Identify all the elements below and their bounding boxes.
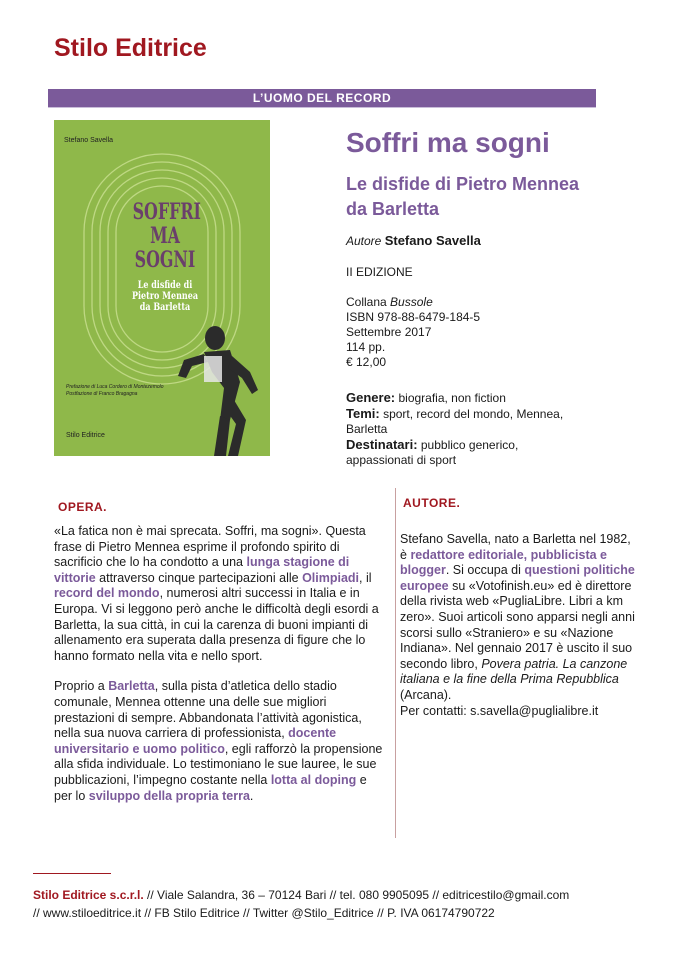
author-name: Stefano Savella <box>384 233 481 248</box>
text-run: attraverso cinque partecipazioni alle <box>95 570 303 585</box>
autore-text <box>400 532 640 719</box>
highlight-text: sviluppo della propria terra <box>88 788 250 803</box>
footer-line-1 <box>33 886 653 904</box>
runner-silhouette <box>178 326 258 456</box>
cover-subtitle-line: Pietro Mennea <box>131 291 199 302</box>
opera-text <box>54 524 384 819</box>
classification-block <box>346 390 586 468</box>
highlight-text: Olimpiadi <box>302 570 360 585</box>
text-run: (Arcana). <box>400 687 452 702</box>
genere-label: Genere: <box>346 390 396 405</box>
opera-paragraph-1 <box>54 524 384 664</box>
text-run: Proprio a <box>54 679 109 694</box>
text-run: , numerosi altri successi in Italia e in Europa. Vi si leggono però anche le difficoltà degli esordi a Barletta, la sua città, in cui la carenza di buoni impianti di allenamento era superata dalla presenza di figure che lo hanno formato nella vita e nello sport. <box>54 586 379 663</box>
footer-address: // Viale Salandra, 36 – 70124 Bari // tel. 080 9905095 // editricestilo@gmail.com <box>143 888 570 902</box>
collana-label: Collana <box>346 295 387 309</box>
genere-value: biografia, non fiction <box>398 391 506 405</box>
cover-author: Stefano Savella <box>64 137 114 144</box>
book-subtitle: Le disfide di Pietro Mennea da Barletta <box>346 174 580 219</box>
highlight-text: questioni politiche europee <box>400 563 635 593</box>
footer-brand: Stilo Editrice s.c.r.l. <box>33 888 144 902</box>
text-run: su «Votofinish.eu» ed è direttore della rivista web «PugliaLibre. Libri a km zero». Suoi articoli sono apparsi negli anni scorsi sullo «Straniero» e su «Nazione Indiana». Nel gennaio 2017 è uscito il suo secondo libro, <box>400 578 635 671</box>
temi-label: Temi: <box>346 406 380 421</box>
column-divider <box>395 488 396 838</box>
author-line <box>346 233 481 249</box>
destinatari-line <box>346 437 586 468</box>
text-run: Stefano Savella, nato a Barletta nel 1982, è <box>400 532 631 562</box>
text-run: . Si occupa di <box>445 563 525 578</box>
cover-title-line: MA <box>150 223 180 249</box>
text-run: . <box>249 788 254 803</box>
banner-underline <box>48 107 596 108</box>
cover-credits <box>66 384 164 398</box>
section-banner: L’UOMO DEL RECORD <box>48 89 596 107</box>
cover-title-line: SOGNI <box>134 247 196 273</box>
text-run: e per lo <box>54 772 367 803</box>
highlight-text: lunga stagione di vittorie <box>54 555 350 585</box>
collana-line <box>346 295 480 310</box>
highlight-text: record del mondo <box>54 586 160 601</box>
highlight-text: Barletta <box>108 679 155 694</box>
publication-date: Settembre 2017 <box>346 325 432 339</box>
book-title: Soffri ma sogni <box>346 127 550 158</box>
contact-line: Per contatti: s.savella@puglialibre.it <box>400 703 599 718</box>
cover-subtitle-line: da Barletta <box>139 302 191 313</box>
footer-rule <box>33 873 111 874</box>
text-run: «La fatica non è mai sprecata. Soffri, ma sogni». Questa frase di Pietro Mennea esprime il profondo spirito di sacrificio che lo ha condotto a una <box>54 524 366 570</box>
autore-heading: AUTORE. <box>403 496 461 510</box>
page-count: 114 pp. <box>346 340 386 354</box>
destinatari-label: Destinatari: <box>346 437 418 452</box>
cover-publisher: Stilo Editrice <box>66 432 105 439</box>
opera-paragraph-2 <box>54 679 384 804</box>
genere-line <box>346 390 586 406</box>
book-cover <box>54 120 270 456</box>
text-run: , sulla pista d’atletica dello stadio comunale, Mennea ottenne una delle sue migliori prestazioni di sempre. Abbandonata l’attività agonistica, nella sua nuova carriera di professionista, <box>54 679 362 741</box>
highlight-text: redattore editoriale, pubblicista e blogger <box>400 547 608 578</box>
autore-paragraph <box>400 532 640 704</box>
cover-credit-line: Prefazione di Luca Cordero di Montezemolo <box>66 384 164 390</box>
cover-subtitle <box>129 280 201 313</box>
destinatari-value: pubblico generico, appassionati di sport <box>346 438 519 467</box>
temi-line <box>346 406 586 437</box>
footer <box>33 886 653 922</box>
edition: II EDIZIONE <box>346 265 413 279</box>
highlight-text: docente universitario e uomo politico <box>54 726 337 756</box>
footer-line-2: // www.stiloeditrice.it // FB Stilo Editrice // Twitter @Stilo_Editrice // P. IVA 06174790722 <box>33 906 495 920</box>
text-run: , il <box>359 570 372 585</box>
price: € 12,00 <box>346 355 387 369</box>
italic-text: Povera patria. La canzone italiana e la fine della Prima Repubblica <box>400 656 628 687</box>
cover-title-line: SOFFRI <box>132 199 201 225</box>
opera-heading: OPERA. <box>58 500 108 514</box>
temi-value: sport, record del mondo, Mennea, Barletta <box>346 407 564 436</box>
bibliographic-block <box>346 295 480 370</box>
highlight-text: lotta al doping <box>270 772 357 787</box>
author-label: Autore <box>346 234 382 248</box>
collana-value: Bussole <box>390 295 433 309</box>
isbn: ISBN 978-88-6479-184-5 <box>346 310 481 324</box>
text-run: , egli rafforzò la propensione alla sfida individuale. Lo testimoniano le sue lauree, le sue pubblicazioni, l’impegno costante nella <box>54 741 383 787</box>
cover-title <box>132 199 201 273</box>
publisher-title: Stilo Editrice <box>54 34 207 62</box>
cover-subtitle-line: Le disfide di <box>137 280 193 291</box>
cover-credit-line: Postfazione di Franco Bragagna <box>66 391 138 397</box>
